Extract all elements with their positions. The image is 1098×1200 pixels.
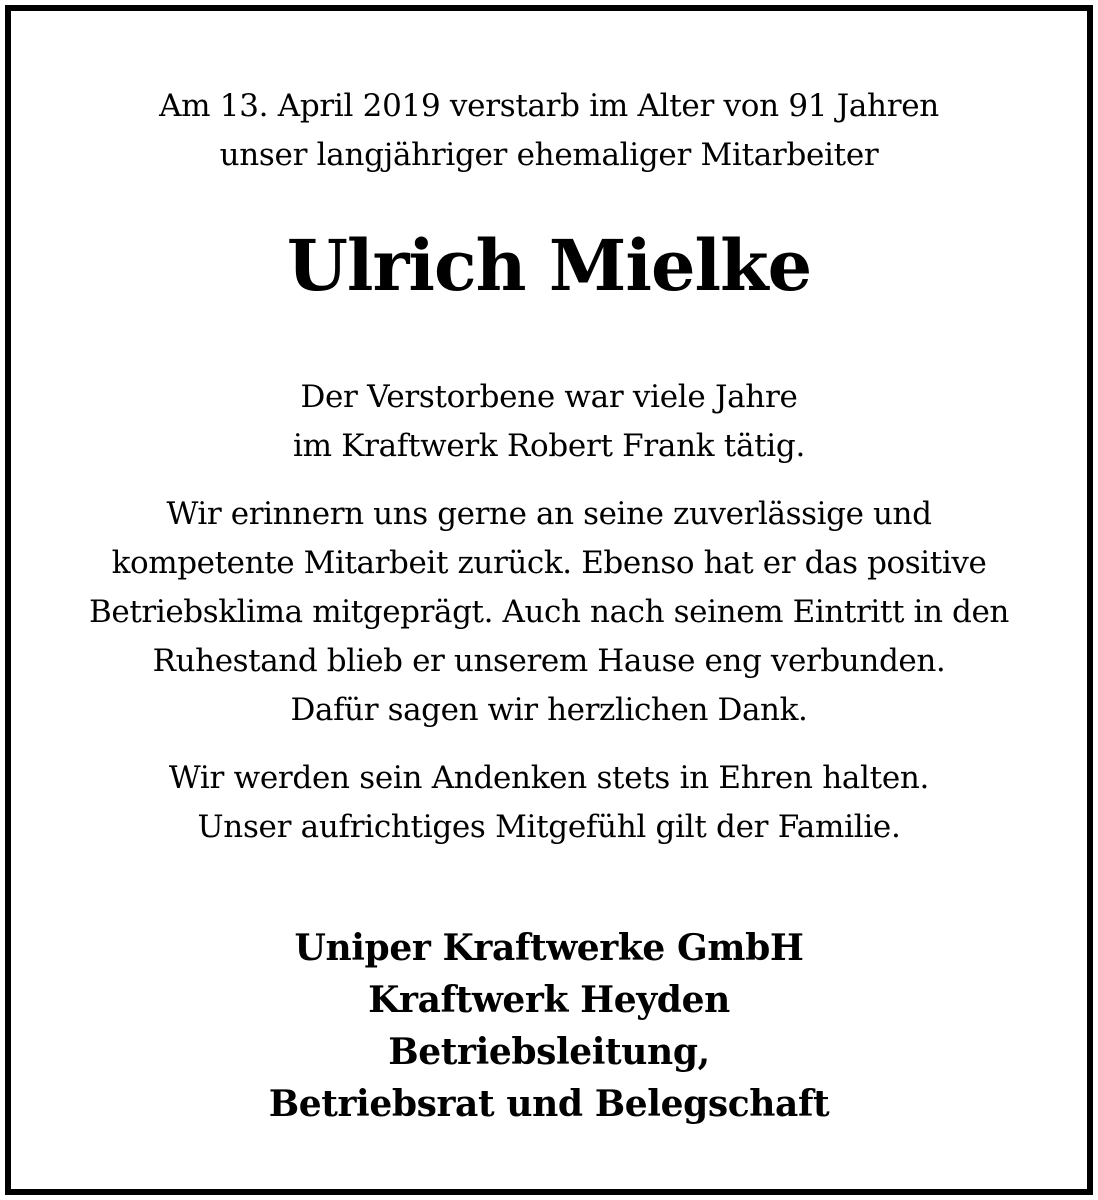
paragraph-line: Betriebsklima mitgeprägt. Auch nach seinem Eintritt in den	[89, 594, 1009, 630]
obituary-notice-frame	[5, 5, 1093, 1195]
intro-line: unser langjähriger ehemaliger Mitarbeiter	[219, 137, 879, 173]
intro-text	[11, 82, 1087, 180]
signature-line: Betriebsrat und Belegschaft	[268, 1083, 830, 1125]
paragraph-service	[11, 373, 1087, 471]
paragraph-line: Ruhestand blieb er unserem Hause eng verbunden.	[152, 643, 946, 679]
paragraph-condolence	[11, 754, 1087, 852]
signature-block	[11, 922, 1087, 1130]
signature-line: Kraftwerk Heyden	[368, 979, 730, 1021]
paragraph-line: kompetente Mitarbeit zurück. Ebenso hat er das positive	[111, 545, 987, 581]
signature-line: Uniper Kraftwerke GmbH	[294, 927, 804, 969]
paragraph-line: Unser aufrichtiges Mitgefühl gilt der Familie.	[197, 809, 901, 845]
paragraph-line: Der Verstorbene war viele Jahre	[300, 379, 798, 415]
paragraph-remembrance	[11, 490, 1087, 735]
intro-line: Am 13. April 2019 verstarb im Alter von 91 Jahren	[159, 88, 939, 124]
paragraph-line: im Kraftwerk Robert Frank tätig.	[292, 428, 806, 464]
paragraph-line: Dafür sagen wir herzlichen Dank.	[290, 692, 808, 728]
deceased-name: Ulrich Mielke	[286, 224, 812, 307]
paragraph-line: Wir erinnern uns gerne an seine zuverlässige und	[166, 496, 932, 532]
paragraph-line: Wir werden sein Andenken stets in Ehren halten.	[168, 760, 930, 796]
signature-line: Betriebsleitung,	[388, 1031, 710, 1073]
